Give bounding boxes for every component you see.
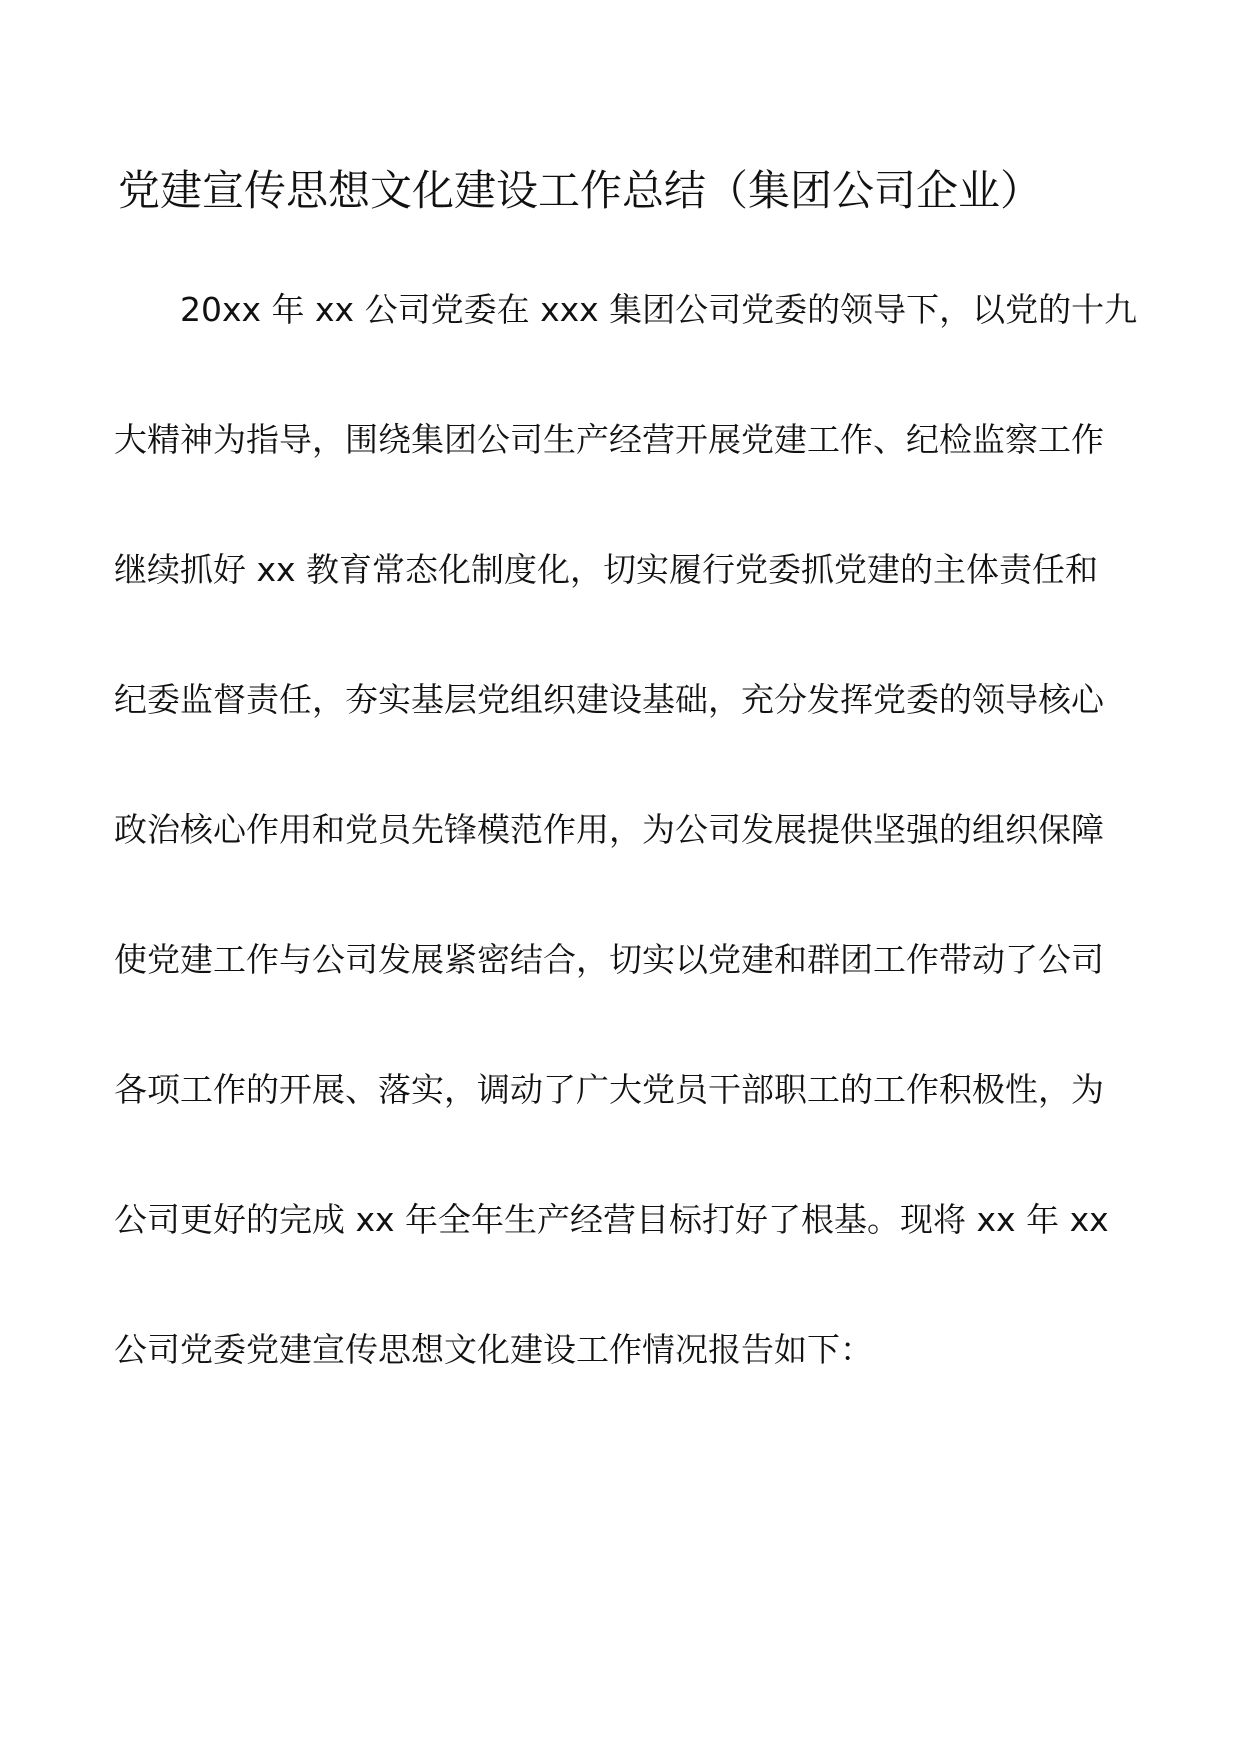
- paragraph-line: 继续抓好 xx 教育常态化制度化，切实履行党委抓党建的主体责任和: [114, 550, 1099, 589]
- paragraph-line: 公司党委党建宣传思想文化建设工作情况报告如下：: [114, 1330, 873, 1369]
- paragraph-line: 大精神为指导，围绕集团公司生产经营开展党建工作、纪检监察工作: [114, 420, 1104, 459]
- paragraph-line: 各项工作的开展、落实，调动了广大党员干部职工的工作积极性，为: [114, 1070, 1104, 1109]
- document-body: [114, 290, 1138, 1460]
- paragraph-line: 政治核心作用和党员先锋模范作用，为公司发展提供坚强的组织保障: [114, 810, 1104, 849]
- paragraph-line: 公司更好的完成 xx 年全年生产经营目标打好了根基。现将 xx 年 xx: [114, 1200, 1109, 1239]
- paragraph-line: 20xx 年 xx 公司党委在 xxx 集团公司党委的领导下，以党的十九: [180, 290, 1138, 329]
- document-title: 党建宣传思想文化建设工作总结（集团公司企业）: [118, 166, 1043, 215]
- paragraph-line: 使党建工作与公司发展紧密结合，切实以党建和群团工作带动了公司: [114, 940, 1104, 979]
- paragraph-line: 纪委监督责任，夯实基层党组织建设基础，充分发挥党委的领导核心: [114, 680, 1104, 719]
